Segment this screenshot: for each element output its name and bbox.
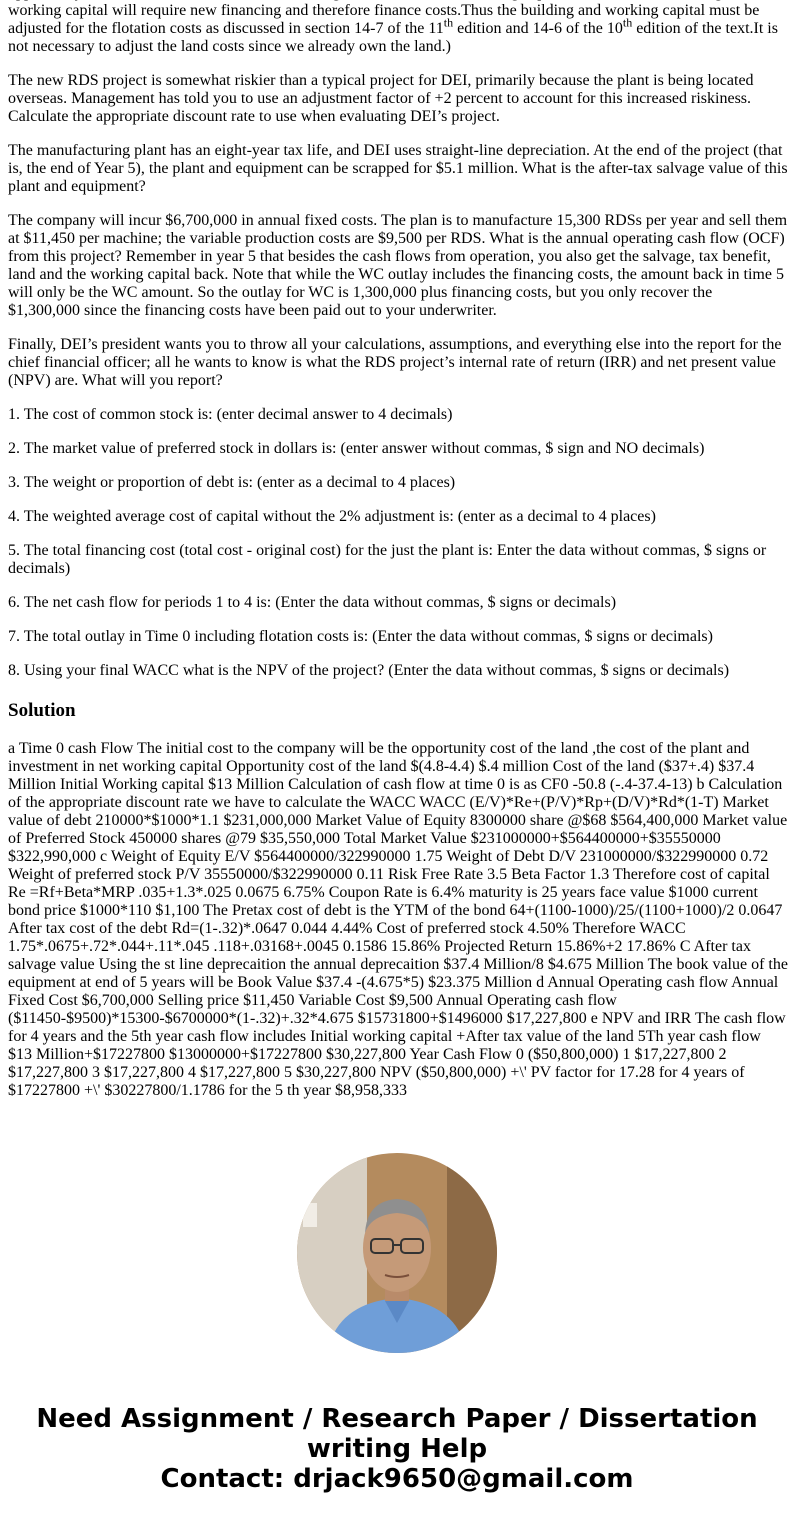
question-6: 6. The net cash flow for periods 1 to 4 is: (Enter the data without commas, $ signs or decimals) bbox=[8, 594, 617, 611]
question-3: 3. The weight or proportion of debt is: (enter as a decimal to 4 places) bbox=[8, 474, 456, 491]
ocf-paragraph: The company will incur $6,700,000 in annual fixed costs. The plan is to manufacture 15,300 RDSs per year and sell them at $11,450 per machine; the variable production costs are $9,500 per RDS. What is the annual operating cash flow (OCF) from this project? Remember in year 5 that besides the cash flows from operation, you also get the salvage, tax benefit, land and the working capital back. Note that while the WC outlay includes the financing costs, the amount back in time 5 will only be the WC amount. So the outlay for WC is 1,300,000 plus financing costs, but you only recover the $1,300,000 since the financing costs have been paid out to your underwriter. bbox=[8, 212, 788, 319]
help-contact-banner bbox=[0, 1404, 794, 1494]
question-2: 2. The market value of preferred stock in dollars is: (enter answer without commas, $ sign and NO decimals) bbox=[8, 440, 705, 457]
intro-text-b: edition and 14-6 of the 10 bbox=[453, 20, 623, 37]
author-photo-illustration bbox=[297, 1153, 497, 1353]
intro-text-c: edition of the text.It is not necessary to adjust the land costs since we already own the land.) bbox=[8, 20, 778, 55]
author-avatar bbox=[297, 1153, 497, 1353]
document-content bbox=[8, 0, 788, 1116]
salvage-paragraph: The manufacturing plant has an eight-year tax life, and DEI uses straight-line depreciation. At the end of the project (that is, the end of Year 5), the plant and equipment can be scrapped for $5.1 million. What is the after-tax salvage value of this plant and equipment? bbox=[8, 142, 788, 195]
superscript-th: th bbox=[622, 15, 633, 30]
cta-line-1: Need Assignment / Research Paper / Dissertation bbox=[36, 1404, 758, 1434]
discount-rate-paragraph: The new RDS project is somewhat riskier than a typical project for DEI, primarily because the plant is being located overseas. Management has told you to use an adjustment factor of +2 percent to account for this increased riskiness. Calculate the appropriate discount rate to use when evaluating DEI’s project. bbox=[8, 72, 754, 125]
question-7: 7. The total outlay in Time 0 including flotation costs is: (Enter the data without commas, $ signs or decimals) bbox=[8, 628, 713, 645]
solution-heading: Solution bbox=[8, 700, 76, 721]
cta-line-2: writing Help bbox=[306, 1434, 488, 1464]
superscript-th: th bbox=[443, 15, 454, 30]
intro-text-a: working capital will require new financing and therefore finance costs.Thus the building and working capital must be adjusted for the flotation costs as discussed in section 14-7 of the 11 bbox=[8, 2, 760, 37]
solution-body: a Time 0 cash Flow The initial cost to the company will be the opportunity cost of the land ,the cost of the plant and investment in net working capital Opportunity cost of the land $(4.8-4.4) $.4 million Cost of the land ($37+.4) $37.4 Million Initial Working capital $13 Million Calculation of cash flow at time 0 is as CF0 -50.8 (-.4-37.4-13) b Calculation of the appropriate discount rate we have to calculate the WACC WACC (E/V)*Re+(P/V)*Rp+(D/V)*Rd*(1-T) Market value of debt 210000*$1000*1.1 $231,000,000 Market Value of Equity 8300000 share @$68 $564,400,000 Market value of Preferred Stock 450000 shares @79 $35,550,000 Total Market Value $231000000+$564400000+$35550000 $322,990,000 c Weight of Equity E/V $564400000/322990000 1.75 Weight of Debt D/V 231000000/$322990000 0.72 Weight of preferred stock P/V 35550000/$322990000 0.11 Risk Free Rate 3.5 Beta Factor 1.3 Therefore cost of capital Re =Rf+Beta*MRP .035+1.3*.025 0.0675 6.75% Coupon Rate is 6.4% maturity is 25 years face value $1000 current bond price $1000*110 $1,100 The Pretax cost of debt is the YTM of the bond 64+(1100-1000)/25/(1100+1000)/2 0.0647 After tax cost of the debt Rd=(1-.32)*.0647 0.044 4.44% Cost of preferred stock 4.50% Therefore WACC 1.75*.0675+.72*.044+.11*.045 .118+.03168+.0045 0.1586 15.86% Projected Return 15.86%+2 17.86% C After tax salvage value Using the st line deprecaition the annual deprecaition $37.4 Million/8 $4.675 Million The book value of the equipment at end of 5 years will be Book Value $37.4 -(4.675*5) $23.375 Million d Annual Operating cash flow Annual Fixed Cost $6,700,000 Selling price $11,450 Variable Cost $9,500 Annual Operating cash flow ($11450-$9500)*15300-$6700000*(1-.32)+.32*4.675 $15731800+$1496000 $17,227,800 e NPV and IRR The cash flow for 4 years and the 5th year cash flow includes Initial working capital +After tax value of the land 5Th year cash flow $13 Million+$17227800 $13000000+$17227800 $30,227,800 Year Cash Flow 0 ($50,800,000) 1 $17,227,800 2 $17,227,800 3 $17,227,800 4 $17,227,800 5 $30,227,800 NPV ($50,800,000) +\' PV factor for 17.28 for 4 years of $17227800 +\' $30227800/1.1786 for the 5 th year $8,958,333 bbox=[8, 740, 788, 1099]
question-8: 8. Using your final WACC what is the NPV of the project? (Enter the data without commas, $ signs or decimals) bbox=[8, 662, 730, 679]
question-5: 5. The total financing cost (total cost - original cost) for the just the plant is: Enter the data without commas, $ signs or decimals) bbox=[8, 542, 767, 577]
cta-contact-email: Contact: drjack9650@gmail.com bbox=[160, 1464, 634, 1494]
question-1: 1. The cost of common stock is: (enter decimal answer to 4 decimals) bbox=[8, 406, 453, 423]
intro-paragraph bbox=[8, 0, 788, 56]
report-paragraph: Finally, DEI’s president wants you to throw all your calculations, assumptions, and everything else into the report for the chief financial officer; all he wants to know is what the RDS project’s internal rate of return (IRR) and net present value (NPV) are. What will you report? bbox=[8, 336, 782, 389]
question-4: 4. The weighted average cost of capital without the 2% adjustment is: (enter as a decimal to 4 places) bbox=[8, 508, 656, 525]
